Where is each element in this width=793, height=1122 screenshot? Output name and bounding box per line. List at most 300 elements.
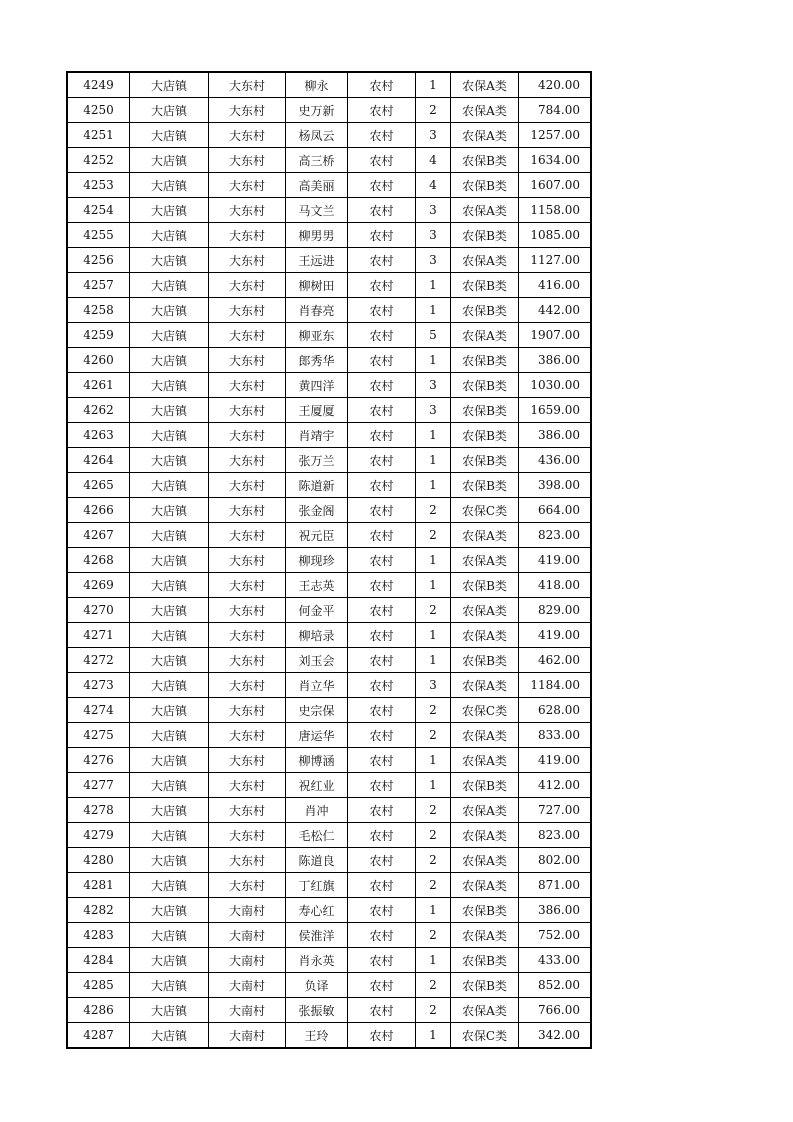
village-cell: 大东村 [209, 473, 286, 498]
town-cell: 大店镇 [130, 198, 209, 223]
village-cell: 大东村 [209, 598, 286, 623]
record-id-cell: 4265 [67, 473, 130, 498]
table-row [67, 473, 591, 498]
table-row [67, 248, 591, 273]
town-cell: 大店镇 [130, 523, 209, 548]
insurance-category-cell: 农保A类 [451, 198, 519, 223]
table-row [67, 523, 591, 548]
amount-cell: 418.00 [519, 573, 592, 598]
member-count-cell: 2 [416, 873, 451, 898]
record-id-cell: 4270 [67, 598, 130, 623]
town-cell: 大店镇 [130, 398, 209, 423]
insurance-category-cell: 农保B类 [451, 373, 519, 398]
record-id-cell: 4258 [67, 298, 130, 323]
name-cell: 肖永英 [286, 948, 348, 973]
town-cell: 大店镇 [130, 973, 209, 998]
amount-cell: 419.00 [519, 623, 592, 648]
member-count-cell: 1 [416, 548, 451, 573]
town-cell: 大店镇 [130, 173, 209, 198]
amount-cell: 823.00 [519, 823, 592, 848]
insurance-category-cell: 农保A类 [451, 823, 519, 848]
record-id-cell: 4274 [67, 698, 130, 723]
member-count-cell: 1 [416, 448, 451, 473]
insurance-category-cell: 农保A类 [451, 248, 519, 273]
household-type-cell: 农村 [348, 123, 416, 148]
record-id-cell: 4286 [67, 998, 130, 1023]
town-cell: 大店镇 [130, 923, 209, 948]
record-id-cell: 4252 [67, 148, 130, 173]
amount-cell: 1607.00 [519, 173, 592, 198]
household-type-cell: 农村 [348, 98, 416, 123]
member-count-cell: 2 [416, 723, 451, 748]
name-cell: 负译 [286, 973, 348, 998]
village-cell: 大东村 [209, 623, 286, 648]
record-id-cell: 4284 [67, 948, 130, 973]
name-cell: 柳树田 [286, 273, 348, 298]
member-count-cell: 1 [416, 948, 451, 973]
table-row [67, 773, 591, 798]
household-type-cell: 农村 [348, 898, 416, 923]
town-cell: 大店镇 [130, 1023, 209, 1049]
amount-cell: 1257.00 [519, 123, 592, 148]
table-row [67, 723, 591, 748]
table-row [67, 973, 591, 998]
record-id-cell: 4253 [67, 173, 130, 198]
name-cell: 祝元臣 [286, 523, 348, 548]
household-type-cell: 农村 [348, 423, 416, 448]
town-cell: 大店镇 [130, 648, 209, 673]
name-cell: 唐运华 [286, 723, 348, 748]
table-row [67, 898, 591, 923]
village-cell: 大东村 [209, 398, 286, 423]
amount-cell: 1085.00 [519, 223, 592, 248]
table-row [67, 823, 591, 848]
name-cell: 郎秀华 [286, 348, 348, 373]
insurance-category-cell: 农保B类 [451, 773, 519, 798]
record-id-cell: 4278 [67, 798, 130, 823]
member-count-cell: 1 [416, 648, 451, 673]
amount-cell: 442.00 [519, 298, 592, 323]
insurance-category-cell: 农保B类 [451, 448, 519, 473]
town-cell: 大店镇 [130, 298, 209, 323]
village-cell: 大东村 [209, 748, 286, 773]
insurance-category-cell: 农保B类 [451, 648, 519, 673]
village-cell: 大东村 [209, 773, 286, 798]
town-cell: 大店镇 [130, 273, 209, 298]
household-type-cell: 农村 [348, 273, 416, 298]
name-cell: 何金平 [286, 598, 348, 623]
town-cell: 大店镇 [130, 623, 209, 648]
village-cell: 大东村 [209, 798, 286, 823]
amount-cell: 1127.00 [519, 248, 592, 273]
village-cell: 大东村 [209, 648, 286, 673]
amount-cell: 1030.00 [519, 373, 592, 398]
insurance-category-cell: 农保B类 [451, 148, 519, 173]
member-count-cell: 1 [416, 773, 451, 798]
name-cell: 王志英 [286, 573, 348, 598]
household-type-cell: 农村 [348, 698, 416, 723]
village-cell: 大东村 [209, 273, 286, 298]
amount-cell: 833.00 [519, 723, 592, 748]
amount-cell: 1184.00 [519, 673, 592, 698]
member-count-cell: 3 [416, 223, 451, 248]
village-cell: 大东村 [209, 323, 286, 348]
table-row [67, 873, 591, 898]
village-cell: 大东村 [209, 723, 286, 748]
amount-cell: 436.00 [519, 448, 592, 473]
record-id-cell: 4285 [67, 973, 130, 998]
household-type-cell: 农村 [348, 773, 416, 798]
amount-cell: 871.00 [519, 873, 592, 898]
table-row [67, 848, 591, 873]
household-type-cell: 农村 [348, 348, 416, 373]
town-cell: 大店镇 [130, 373, 209, 398]
amount-cell: 829.00 [519, 598, 592, 623]
village-cell: 大东村 [209, 423, 286, 448]
name-cell: 柳博涵 [286, 748, 348, 773]
village-cell: 大东村 [209, 573, 286, 598]
amount-cell: 386.00 [519, 898, 592, 923]
village-cell: 大南村 [209, 973, 286, 998]
member-count-cell: 2 [416, 973, 451, 998]
name-cell: 柳永 [286, 72, 348, 98]
table-row [67, 1023, 591, 1049]
town-cell: 大店镇 [130, 873, 209, 898]
village-cell: 大南村 [209, 1023, 286, 1049]
amount-cell: 1634.00 [519, 148, 592, 173]
amount-cell: 1907.00 [519, 323, 592, 348]
household-type-cell: 农村 [348, 873, 416, 898]
member-count-cell: 1 [416, 298, 451, 323]
record-id-cell: 4277 [67, 773, 130, 798]
town-cell: 大店镇 [130, 148, 209, 173]
village-cell: 大东村 [209, 673, 286, 698]
member-count-cell: 2 [416, 698, 451, 723]
town-cell: 大店镇 [130, 98, 209, 123]
household-type-cell: 农村 [348, 573, 416, 598]
town-cell: 大店镇 [130, 323, 209, 348]
name-cell: 陈道新 [286, 473, 348, 498]
amount-cell: 386.00 [519, 423, 592, 448]
town-cell: 大店镇 [130, 573, 209, 598]
name-cell: 柳培录 [286, 623, 348, 648]
insurance-category-cell: 农保A类 [451, 723, 519, 748]
name-cell: 陈道良 [286, 848, 348, 873]
village-cell: 大东村 [209, 223, 286, 248]
household-type-cell: 农村 [348, 848, 416, 873]
amount-cell: 727.00 [519, 798, 592, 823]
insurance-category-cell: 农保A类 [451, 123, 519, 148]
village-cell: 大东村 [209, 823, 286, 848]
village-cell: 大东村 [209, 298, 286, 323]
household-type-cell: 农村 [348, 673, 416, 698]
village-cell: 大东村 [209, 348, 286, 373]
table-row [67, 98, 591, 123]
record-id-cell: 4264 [67, 448, 130, 473]
table-row [67, 72, 591, 98]
member-count-cell: 2 [416, 823, 451, 848]
name-cell: 刘玉会 [286, 648, 348, 673]
name-cell: 柳男男 [286, 223, 348, 248]
town-cell: 大店镇 [130, 848, 209, 873]
table-row [67, 623, 591, 648]
record-id-cell: 4251 [67, 123, 130, 148]
table-row [67, 648, 591, 673]
member-count-cell: 2 [416, 98, 451, 123]
amount-cell: 802.00 [519, 848, 592, 873]
member-count-cell: 1 [416, 748, 451, 773]
record-id-cell: 4256 [67, 248, 130, 273]
village-cell: 大东村 [209, 173, 286, 198]
insurance-category-cell: 农保A类 [451, 598, 519, 623]
member-count-cell: 3 [416, 398, 451, 423]
household-type-cell: 农村 [348, 823, 416, 848]
amount-cell: 664.00 [519, 498, 592, 523]
insurance-category-cell: 农保C类 [451, 698, 519, 723]
table-row [67, 798, 591, 823]
village-cell: 大东村 [209, 698, 286, 723]
village-cell: 大东村 [209, 848, 286, 873]
town-cell: 大店镇 [130, 473, 209, 498]
member-count-cell: 2 [416, 798, 451, 823]
household-type-cell: 农村 [348, 198, 416, 223]
name-cell: 王玲 [286, 1023, 348, 1049]
village-cell: 大南村 [209, 923, 286, 948]
household-type-cell: 农村 [348, 523, 416, 548]
village-cell: 大东村 [209, 448, 286, 473]
village-cell: 大东村 [209, 523, 286, 548]
insurance-category-cell: 农保A类 [451, 748, 519, 773]
insurance-category-cell: 农保C类 [451, 498, 519, 523]
household-type-cell: 农村 [348, 298, 416, 323]
member-count-cell: 3 [416, 373, 451, 398]
insurance-category-cell: 农保B类 [451, 273, 519, 298]
town-cell: 大店镇 [130, 673, 209, 698]
member-count-cell: 1 [416, 1023, 451, 1049]
member-count-cell: 1 [416, 348, 451, 373]
insurance-category-cell: 农保B类 [451, 948, 519, 973]
table-row [67, 198, 591, 223]
table-row [67, 448, 591, 473]
village-cell: 大东村 [209, 72, 286, 98]
household-type-cell: 农村 [348, 448, 416, 473]
record-id-cell: 4281 [67, 873, 130, 898]
table-row [67, 398, 591, 423]
member-count-cell: 2 [416, 598, 451, 623]
name-cell: 高三桥 [286, 148, 348, 173]
village-cell: 大东村 [209, 373, 286, 398]
record-id-cell: 4272 [67, 648, 130, 673]
village-cell: 大东村 [209, 148, 286, 173]
insurance-category-cell: 农保A类 [451, 873, 519, 898]
member-count-cell: 2 [416, 923, 451, 948]
member-count-cell: 3 [416, 123, 451, 148]
amount-cell: 386.00 [519, 348, 592, 373]
household-type-cell: 农村 [348, 598, 416, 623]
insurance-category-cell: 农保B类 [451, 223, 519, 248]
amount-cell: 419.00 [519, 748, 592, 773]
insurance-category-cell: 农保B类 [451, 898, 519, 923]
amount-cell: 416.00 [519, 273, 592, 298]
table-row [67, 698, 591, 723]
village-cell: 大南村 [209, 998, 286, 1023]
household-type-cell: 农村 [348, 148, 416, 173]
member-count-cell: 3 [416, 198, 451, 223]
town-cell: 大店镇 [130, 798, 209, 823]
amount-cell: 766.00 [519, 998, 592, 1023]
insurance-category-cell: 农保A类 [451, 673, 519, 698]
member-count-cell: 1 [416, 423, 451, 448]
name-cell: 杨凤云 [286, 123, 348, 148]
table-row [67, 748, 591, 773]
town-cell: 大店镇 [130, 723, 209, 748]
insurance-category-cell: 农保A类 [451, 323, 519, 348]
member-count-cell: 1 [416, 72, 451, 98]
record-id-cell: 4269 [67, 573, 130, 598]
town-cell: 大店镇 [130, 998, 209, 1023]
town-cell: 大店镇 [130, 123, 209, 148]
table-row [67, 673, 591, 698]
town-cell: 大店镇 [130, 698, 209, 723]
name-cell: 张振敏 [286, 998, 348, 1023]
amount-cell: 784.00 [519, 98, 592, 123]
insurance-category-cell: 农保B类 [451, 973, 519, 998]
town-cell: 大店镇 [130, 898, 209, 923]
amount-cell: 852.00 [519, 973, 592, 998]
table-row [67, 348, 591, 373]
town-cell: 大店镇 [130, 223, 209, 248]
record-id-cell: 4275 [67, 723, 130, 748]
records-table-body [67, 72, 591, 1048]
household-type-cell: 农村 [348, 923, 416, 948]
amount-cell: 628.00 [519, 698, 592, 723]
record-id-cell: 4257 [67, 273, 130, 298]
record-id-cell: 4261 [67, 373, 130, 398]
insurance-category-cell: 农保A类 [451, 798, 519, 823]
town-cell: 大店镇 [130, 248, 209, 273]
insurance-category-cell: 农保A类 [451, 998, 519, 1023]
member-count-cell: 4 [416, 173, 451, 198]
town-cell: 大店镇 [130, 773, 209, 798]
village-cell: 大东村 [209, 248, 286, 273]
insurance-category-cell: 农保B类 [451, 348, 519, 373]
record-id-cell: 4260 [67, 348, 130, 373]
member-count-cell: 4 [416, 148, 451, 173]
table-row [67, 373, 591, 398]
town-cell: 大店镇 [130, 823, 209, 848]
member-count-cell: 1 [416, 623, 451, 648]
household-type-cell: 农村 [348, 548, 416, 573]
name-cell: 王厦厦 [286, 398, 348, 423]
household-type-cell: 农村 [348, 223, 416, 248]
name-cell: 毛松仁 [286, 823, 348, 848]
table-row [67, 148, 591, 173]
village-cell: 大东村 [209, 498, 286, 523]
name-cell: 柳现珍 [286, 548, 348, 573]
name-cell: 史万新 [286, 98, 348, 123]
household-type-cell: 农村 [348, 973, 416, 998]
household-type-cell: 农村 [348, 373, 416, 398]
town-cell: 大店镇 [130, 348, 209, 373]
records-table [66, 71, 592, 1049]
household-type-cell: 农村 [348, 1023, 416, 1049]
record-id-cell: 4283 [67, 923, 130, 948]
name-cell: 肖靖宇 [286, 423, 348, 448]
record-id-cell: 4249 [67, 72, 130, 98]
record-id-cell: 4255 [67, 223, 130, 248]
name-cell: 史宗保 [286, 698, 348, 723]
record-id-cell: 4250 [67, 98, 130, 123]
amount-cell: 412.00 [519, 773, 592, 798]
record-id-cell: 4267 [67, 523, 130, 548]
table-row [67, 923, 591, 948]
table-row [67, 123, 591, 148]
insurance-category-cell: 农保B类 [451, 298, 519, 323]
insurance-category-cell: 农保A类 [451, 523, 519, 548]
village-cell: 大东村 [209, 198, 286, 223]
table-row [67, 948, 591, 973]
name-cell: 肖立华 [286, 673, 348, 698]
member-count-cell: 2 [416, 523, 451, 548]
name-cell: 丁红旗 [286, 873, 348, 898]
record-id-cell: 4271 [67, 623, 130, 648]
insurance-category-cell: 农保B类 [451, 173, 519, 198]
record-id-cell: 4280 [67, 848, 130, 873]
household-type-cell: 农村 [348, 248, 416, 273]
insurance-category-cell: 农保A类 [451, 72, 519, 98]
household-type-cell: 农村 [348, 748, 416, 773]
record-id-cell: 4259 [67, 323, 130, 348]
member-count-cell: 1 [416, 273, 451, 298]
village-cell: 大南村 [209, 898, 286, 923]
table-row [67, 423, 591, 448]
name-cell: 祝红业 [286, 773, 348, 798]
name-cell: 肖冲 [286, 798, 348, 823]
insurance-category-cell: 农保A类 [451, 548, 519, 573]
member-count-cell: 5 [416, 323, 451, 348]
name-cell: 柳亚东 [286, 323, 348, 348]
household-type-cell: 农村 [348, 473, 416, 498]
village-cell: 大东村 [209, 548, 286, 573]
household-type-cell: 农村 [348, 948, 416, 973]
household-type-cell: 农村 [348, 798, 416, 823]
amount-cell: 420.00 [519, 72, 592, 98]
name-cell: 张万兰 [286, 448, 348, 473]
table-row [67, 498, 591, 523]
household-type-cell: 农村 [348, 648, 416, 673]
amount-cell: 1659.00 [519, 398, 592, 423]
member-count-cell: 2 [416, 998, 451, 1023]
record-id-cell: 4266 [67, 498, 130, 523]
table-row [67, 548, 591, 573]
insurance-category-cell: 农保B类 [451, 423, 519, 448]
table-row [67, 573, 591, 598]
village-cell: 大东村 [209, 123, 286, 148]
name-cell: 肖春亮 [286, 298, 348, 323]
amount-cell: 433.00 [519, 948, 592, 973]
town-cell: 大店镇 [130, 948, 209, 973]
record-id-cell: 4282 [67, 898, 130, 923]
member-count-cell: 1 [416, 473, 451, 498]
town-cell: 大店镇 [130, 748, 209, 773]
member-count-cell: 2 [416, 848, 451, 873]
insurance-category-cell: 农保B类 [451, 398, 519, 423]
town-cell: 大店镇 [130, 72, 209, 98]
member-count-cell: 2 [416, 498, 451, 523]
household-type-cell: 农村 [348, 998, 416, 1023]
household-type-cell: 农村 [348, 173, 416, 198]
insurance-category-cell: 农保B类 [451, 473, 519, 498]
